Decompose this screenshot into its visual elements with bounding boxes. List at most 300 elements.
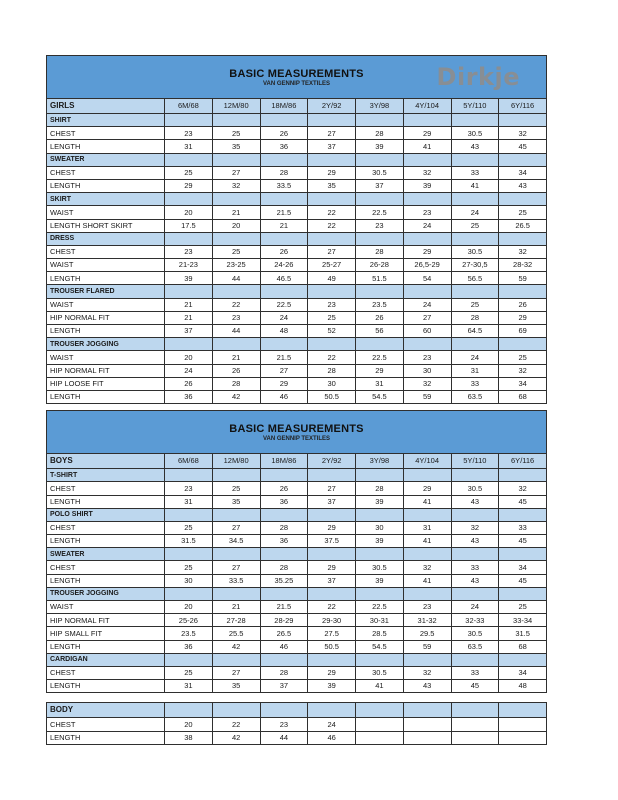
value-cell: 69 — [499, 325, 547, 338]
value-cell: 32 — [403, 666, 451, 679]
value-cell: 22 — [308, 206, 356, 219]
row-label: CHEST — [47, 666, 165, 679]
value-cell: 26 — [260, 482, 308, 495]
empty-cell — [308, 338, 356, 351]
section-label: SKIRT — [47, 193, 165, 206]
value-cell: 30 — [165, 574, 213, 587]
empty-cell — [212, 232, 260, 245]
value-cell: 45 — [499, 140, 547, 153]
value-cell: 60 — [403, 325, 451, 338]
value-cell: 32 — [212, 179, 260, 192]
value-cell: 33.5 — [260, 179, 308, 192]
value-cell: 54.5 — [356, 640, 404, 653]
empty-cell — [260, 548, 308, 561]
empty-cell — [308, 285, 356, 298]
value-cell: 39 — [356, 495, 404, 508]
measurement-row — [47, 535, 547, 548]
empty-cell — [260, 193, 308, 206]
empty-cell — [356, 338, 404, 351]
value-cell: 23 — [403, 351, 451, 364]
value-cell: 24-26 — [260, 259, 308, 272]
value-cell: 48 — [260, 325, 308, 338]
value-cell: 50.5 — [308, 640, 356, 653]
measurement-row — [47, 574, 547, 587]
group-header-row — [47, 99, 547, 114]
section-header-row — [47, 587, 547, 600]
value-cell: 49 — [308, 272, 356, 285]
value-cell: 26.5 — [260, 627, 308, 640]
section-label: POLO SHIRT — [47, 508, 165, 521]
row-label: HIP NORMAL FIT — [47, 311, 165, 324]
girls-table — [46, 98, 547, 404]
value-cell: 17.5 — [165, 219, 213, 232]
value-cell: 27 — [212, 166, 260, 179]
empty-cell — [499, 469, 547, 482]
value-cell: 37 — [165, 325, 213, 338]
value-cell: 30 — [356, 521, 404, 534]
value-cell: 68 — [499, 390, 547, 403]
value-cell: 28 — [260, 521, 308, 534]
value-cell: 29 — [403, 127, 451, 140]
row-label: CHEST — [47, 127, 165, 140]
empty-cell — [356, 285, 404, 298]
row-label: LENGTH — [47, 574, 165, 587]
empty-cell — [260, 153, 308, 166]
value-cell: 27 — [212, 666, 260, 679]
value-cell: 39 — [165, 272, 213, 285]
value-cell: 22.5 — [356, 206, 404, 219]
empty-cell — [308, 469, 356, 482]
empty-cell — [212, 587, 260, 600]
empty-cell — [212, 653, 260, 666]
empty-cell — [499, 338, 547, 351]
value-cell: 27 — [403, 311, 451, 324]
value-cell: 22 — [308, 601, 356, 614]
size-column-header — [308, 703, 356, 718]
value-cell: 68 — [499, 640, 547, 653]
empty-cell — [403, 508, 451, 521]
value-cell: 63.5 — [451, 640, 499, 653]
value-cell: 46 — [260, 640, 308, 653]
value-cell: 24 — [451, 206, 499, 219]
value-cell: 33.5 — [212, 574, 260, 587]
measurement-row — [47, 640, 547, 653]
value-cell: 33 — [451, 561, 499, 574]
value-cell: 41 — [403, 535, 451, 548]
empty-cell — [212, 285, 260, 298]
value-cell: 24 — [403, 298, 451, 311]
value-cell: 31 — [165, 495, 213, 508]
row-label: CHEST — [47, 521, 165, 534]
value-cell: 41 — [451, 179, 499, 192]
empty-cell — [356, 587, 404, 600]
measurement-row — [47, 718, 547, 731]
size-column-header — [451, 703, 499, 718]
size-column-header — [165, 703, 213, 718]
empty-cell — [403, 193, 451, 206]
empty-cell — [212, 114, 260, 127]
value-cell: 23 — [165, 482, 213, 495]
value-cell: 23-25 — [212, 259, 260, 272]
value-cell: 35 — [308, 179, 356, 192]
value-cell: 34 — [499, 166, 547, 179]
empty-cell — [499, 232, 547, 245]
value-cell: 35.25 — [260, 574, 308, 587]
value-cell: 30.5 — [451, 627, 499, 640]
empty-cell — [212, 153, 260, 166]
measurement-row — [47, 364, 547, 377]
row-label: LENGTH — [47, 495, 165, 508]
section-header-row — [47, 232, 547, 245]
value-cell: 26-28 — [356, 259, 404, 272]
value-cell: 31.5 — [165, 535, 213, 548]
row-label: WAIST — [47, 206, 165, 219]
value-cell: 23 — [356, 219, 404, 232]
empty-cell — [260, 285, 308, 298]
empty-cell — [403, 232, 451, 245]
empty-cell — [451, 587, 499, 600]
measurement-row — [47, 680, 547, 693]
empty-cell — [308, 548, 356, 561]
section-label: DRESS — [47, 232, 165, 245]
value-cell: 50.5 — [308, 390, 356, 403]
value-cell: 21 — [212, 206, 260, 219]
value-cell: 23 — [403, 601, 451, 614]
empty-cell — [212, 193, 260, 206]
size-column-header: 12M/80 — [212, 454, 260, 469]
value-cell: 29 — [403, 482, 451, 495]
value-cell: 41 — [403, 574, 451, 587]
value-cell: 22 — [212, 298, 260, 311]
value-cell: 36 — [260, 535, 308, 548]
value-cell: 30.5 — [356, 166, 404, 179]
value-cell: 27 — [308, 245, 356, 258]
empty-cell — [356, 653, 404, 666]
measurement-row — [47, 179, 547, 192]
empty-cell — [212, 508, 260, 521]
value-cell: 31 — [451, 364, 499, 377]
value-cell: 27 — [308, 127, 356, 140]
value-cell: 42 — [212, 640, 260, 653]
empty-cell — [499, 193, 547, 206]
value-cell: 23 — [165, 127, 213, 140]
value-cell: 25-26 — [165, 614, 213, 627]
size-column-header: 5Y/110 — [451, 99, 499, 114]
value-cell: 41 — [403, 495, 451, 508]
empty-cell — [260, 232, 308, 245]
value-cell: 39 — [403, 179, 451, 192]
measurement-row — [47, 666, 547, 679]
banner-title: BASIC MEASUREMENTS — [229, 67, 364, 80]
row-label: CHEST — [47, 245, 165, 258]
value-cell: 28 — [260, 561, 308, 574]
value-cell: 30.5 — [356, 561, 404, 574]
value-cell: 34 — [499, 666, 547, 679]
value-cell: 32 — [499, 245, 547, 258]
value-cell: 29 — [165, 179, 213, 192]
group-label: BODY — [47, 703, 165, 718]
value-cell: 29 — [499, 311, 547, 324]
value-cell: 25 — [499, 206, 547, 219]
value-cell: 26.5 — [499, 219, 547, 232]
value-cell: 28 — [260, 666, 308, 679]
empty-cell — [165, 114, 213, 127]
value-cell: 32 — [499, 364, 547, 377]
value-cell: 25 — [212, 482, 260, 495]
value-cell — [403, 731, 451, 744]
empty-cell — [499, 653, 547, 666]
section-header-row — [47, 548, 547, 561]
value-cell: 36 — [260, 140, 308, 153]
row-label: LENGTH SHORT SKIRT — [47, 219, 165, 232]
group-label: GIRLS — [47, 99, 165, 114]
row-label: WAIST — [47, 259, 165, 272]
value-cell: 38 — [165, 731, 213, 744]
empty-cell — [356, 469, 404, 482]
size-column-header: 6Y/116 — [499, 454, 547, 469]
measurement-row — [47, 521, 547, 534]
value-cell — [356, 731, 404, 744]
empty-cell — [260, 469, 308, 482]
size-column-header: 2Y/92 — [308, 99, 356, 114]
value-cell: 56 — [356, 325, 404, 338]
value-cell: 43 — [403, 680, 451, 693]
measurement-row — [47, 561, 547, 574]
value-cell: 33 — [451, 166, 499, 179]
section-label: SWEATER — [47, 548, 165, 561]
boys-size-chart — [46, 410, 547, 693]
empty-cell — [499, 508, 547, 521]
value-cell: 24 — [260, 311, 308, 324]
empty-cell — [403, 153, 451, 166]
value-cell: 31 — [356, 377, 404, 390]
row-label: LENGTH — [47, 140, 165, 153]
value-cell: 29-30 — [308, 614, 356, 627]
value-cell: 24 — [308, 718, 356, 731]
value-cell: 31.5 — [499, 627, 547, 640]
value-cell: 43 — [451, 495, 499, 508]
value-cell: 20 — [165, 351, 213, 364]
value-cell: 28 — [451, 311, 499, 324]
value-cell: 48 — [499, 680, 547, 693]
value-cell: 28-32 — [499, 259, 547, 272]
size-column-header: 18M/86 — [260, 99, 308, 114]
empty-cell — [499, 285, 547, 298]
empty-cell — [165, 508, 213, 521]
value-cell: 21 — [212, 351, 260, 364]
value-cell: 25 — [499, 601, 547, 614]
empty-cell — [403, 587, 451, 600]
empty-cell — [451, 285, 499, 298]
measurement-row — [47, 390, 547, 403]
size-column-header — [356, 703, 404, 718]
value-cell: 29.5 — [403, 627, 451, 640]
value-cell: 26 — [356, 311, 404, 324]
value-cell: 28-29 — [260, 614, 308, 627]
size-column-header: 6M/68 — [165, 99, 213, 114]
value-cell: 27 — [212, 521, 260, 534]
measurement-row — [47, 259, 547, 272]
empty-cell — [451, 232, 499, 245]
value-cell: 20 — [212, 219, 260, 232]
value-cell: 32 — [451, 521, 499, 534]
empty-cell — [403, 285, 451, 298]
empty-cell — [308, 153, 356, 166]
size-column-header — [403, 703, 451, 718]
measurement-row — [47, 272, 547, 285]
measurement-row — [47, 127, 547, 140]
empty-cell — [308, 508, 356, 521]
value-cell: 25 — [165, 166, 213, 179]
value-cell: 22 — [308, 219, 356, 232]
measurement-row — [47, 219, 547, 232]
empty-cell — [165, 285, 213, 298]
value-cell — [451, 731, 499, 744]
value-cell: 23.5 — [165, 627, 213, 640]
empty-cell — [212, 338, 260, 351]
size-column-header: 18M/86 — [260, 454, 308, 469]
row-label: LENGTH — [47, 680, 165, 693]
section-header-row — [47, 653, 547, 666]
value-cell: 32 — [499, 482, 547, 495]
row-label: LENGTH — [47, 535, 165, 548]
row-label: LENGTH — [47, 272, 165, 285]
value-cell: 30.5 — [356, 666, 404, 679]
value-cell: 28 — [260, 166, 308, 179]
empty-cell — [356, 193, 404, 206]
size-column-header — [212, 703, 260, 718]
empty-cell — [499, 153, 547, 166]
size-column-header: 2Y/92 — [308, 454, 356, 469]
empty-cell — [403, 469, 451, 482]
value-cell: 26 — [165, 377, 213, 390]
body-size-chart — [46, 702, 547, 744]
value-cell: 59 — [403, 390, 451, 403]
value-cell: 31 — [165, 140, 213, 153]
value-cell: 30 — [403, 364, 451, 377]
row-label: HIP NORMAL FIT — [47, 364, 165, 377]
value-cell: 45 — [451, 680, 499, 693]
row-label: CHEST — [47, 718, 165, 731]
value-cell: 36 — [165, 390, 213, 403]
empty-cell — [451, 338, 499, 351]
value-cell: 27.5 — [308, 627, 356, 640]
value-cell: 21 — [260, 219, 308, 232]
value-cell: 21-23 — [165, 259, 213, 272]
section-label: SHIRT — [47, 114, 165, 127]
value-cell: 31-32 — [403, 614, 451, 627]
value-cell: 21.5 — [260, 601, 308, 614]
value-cell: 26 — [499, 298, 547, 311]
empty-cell — [403, 114, 451, 127]
value-cell: 59 — [499, 272, 547, 285]
dirkje-logo: Dirkje — [436, 63, 520, 91]
empty-cell — [356, 548, 404, 561]
row-label: LENGTH — [47, 731, 165, 744]
empty-cell — [165, 548, 213, 561]
section-header-row — [47, 285, 547, 298]
value-cell: 30-31 — [356, 614, 404, 627]
boys-table — [46, 453, 547, 693]
value-cell: 37.5 — [308, 535, 356, 548]
value-cell: 32 — [403, 166, 451, 179]
value-cell: 33 — [451, 377, 499, 390]
empty-cell — [212, 469, 260, 482]
body-table — [46, 702, 547, 744]
section-header-row — [47, 193, 547, 206]
empty-cell — [165, 338, 213, 351]
value-cell: 25 — [451, 298, 499, 311]
value-cell: 25 — [165, 521, 213, 534]
value-cell: 23 — [308, 298, 356, 311]
value-cell: 34 — [499, 377, 547, 390]
empty-cell — [499, 114, 547, 127]
value-cell: 56.5 — [451, 272, 499, 285]
value-cell: 59 — [403, 640, 451, 653]
value-cell: 37 — [308, 140, 356, 153]
group-header-row — [47, 454, 547, 469]
value-cell: 39 — [356, 140, 404, 153]
size-column-header: 5Y/110 — [451, 454, 499, 469]
measurement-row — [47, 298, 547, 311]
empty-cell — [451, 548, 499, 561]
size-column-header: 12M/80 — [212, 99, 260, 114]
empty-cell — [260, 508, 308, 521]
value-cell: 22.5 — [356, 351, 404, 364]
size-column-header — [260, 703, 308, 718]
measurement-row — [47, 377, 547, 390]
value-cell: 32 — [499, 127, 547, 140]
value-cell: 32-33 — [451, 614, 499, 627]
value-cell: 25 — [212, 127, 260, 140]
value-cell: 32 — [403, 561, 451, 574]
value-cell: 35 — [212, 495, 260, 508]
empty-cell — [451, 508, 499, 521]
value-cell: 41 — [403, 140, 451, 153]
value-cell: 54.5 — [356, 390, 404, 403]
group-label: BOYS — [47, 454, 165, 469]
value-cell: 22.5 — [260, 298, 308, 311]
value-cell: 23.5 — [356, 298, 404, 311]
row-label: WAIST — [47, 298, 165, 311]
value-cell: 32 — [403, 377, 451, 390]
empty-cell — [356, 232, 404, 245]
value-cell: 39 — [308, 680, 356, 693]
empty-cell — [499, 587, 547, 600]
row-label: HIP NORMAL FIT — [47, 614, 165, 627]
section-label: CARDIGAN — [47, 653, 165, 666]
empty-cell — [356, 508, 404, 521]
value-cell: 46.5 — [260, 272, 308, 285]
value-cell: 35 — [212, 140, 260, 153]
value-cell: 21 — [212, 601, 260, 614]
measurement-row — [47, 166, 547, 179]
measurement-row — [47, 140, 547, 153]
value-cell: 25 — [212, 245, 260, 258]
value-cell: 29 — [308, 666, 356, 679]
value-cell: 45 — [499, 574, 547, 587]
value-cell: 29 — [308, 166, 356, 179]
value-cell: 23 — [260, 718, 308, 731]
value-cell: 31 — [403, 521, 451, 534]
measurement-row — [47, 245, 547, 258]
measurement-row — [47, 614, 547, 627]
page-content — [46, 55, 547, 745]
value-cell: 24 — [165, 364, 213, 377]
empty-cell — [451, 193, 499, 206]
value-cell: 41 — [356, 680, 404, 693]
size-column-header: 3Y/98 — [356, 454, 404, 469]
